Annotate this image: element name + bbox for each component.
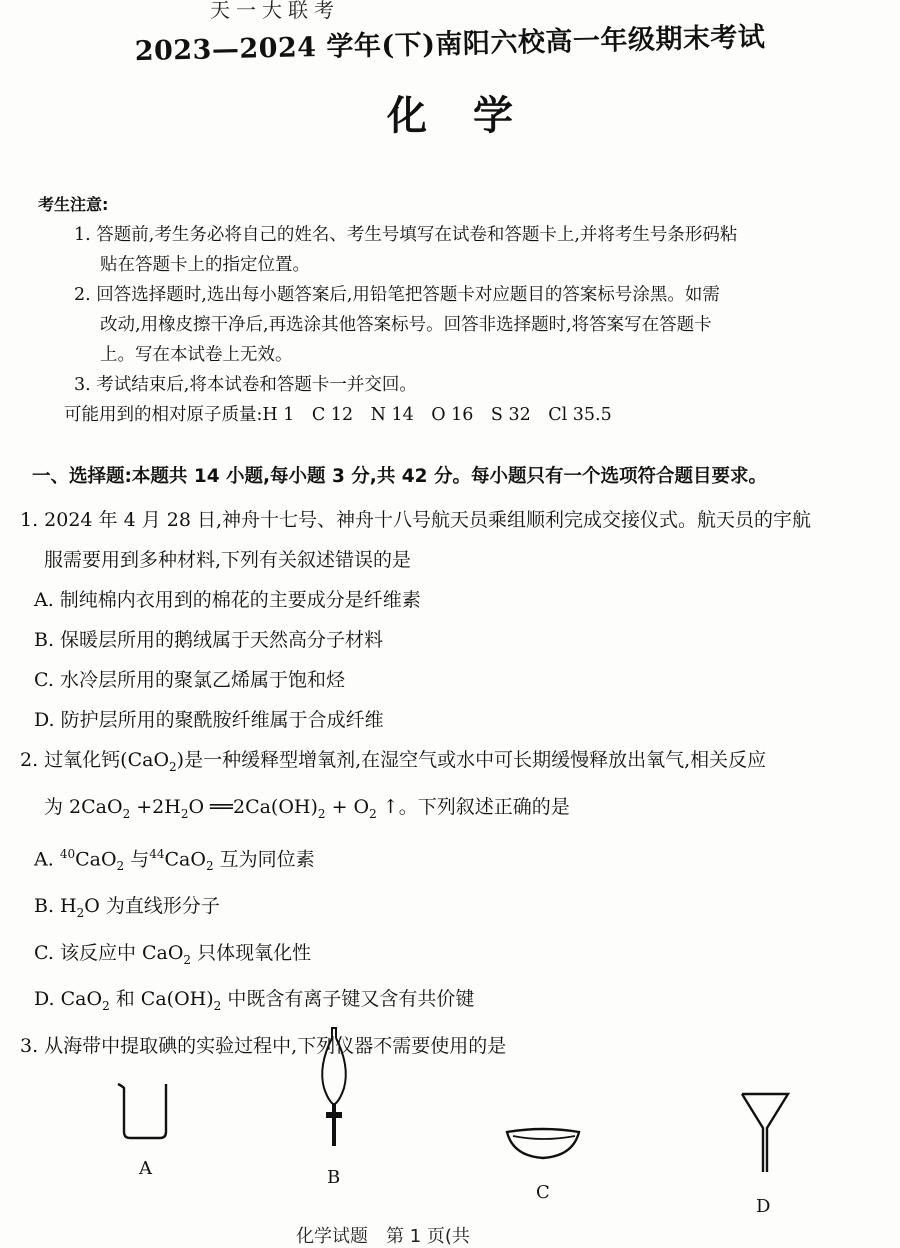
- subject-title: 化学: [387, 92, 559, 139]
- question-2-option-a: [20, 834, 882, 886]
- equation-part: O ══2Ca(OH): [188, 795, 318, 818]
- relative-atomic-masses: 可能用到的相对原子质量:H 1 C 12 N 14 O 16 S 32 Cl 35.5: [64, 405, 612, 425]
- question-1-option-c: C. 水冷层所用的聚氯乙烯属于饱和烃: [34, 669, 345, 691]
- option-text: CaO: [164, 847, 206, 870]
- figure-label-c: C: [536, 1182, 550, 1203]
- top-cut-text: 天一大联考: [210, 0, 340, 22]
- notice-item-1-line-2: 贴在答题卡上的指定位置。: [100, 255, 310, 275]
- question-1-option-a: A. 制纯棉内衣用到的棉花的主要成分是纤维素: [34, 589, 421, 611]
- equation-part: 为 2CaO: [44, 795, 123, 818]
- question-2: [20, 740, 882, 1026]
- apparatus-figures: [0, 1020, 900, 1220]
- subscript: 2: [116, 858, 125, 873]
- separatory-funnel-icon: [314, 1026, 354, 1150]
- option-text: O 为直线形分子: [84, 894, 220, 917]
- question-1-stem-line-1: 1. 2024 年 4 月 28 日,神舟十七号、神舟十八号航天员乘组顺利完成交接仪式。航天员的宇航: [20, 509, 812, 531]
- equation-part: ↑。下列叙述正确的是: [376, 795, 570, 818]
- subscript: 2: [169, 759, 177, 774]
- subscript: 2: [205, 858, 214, 873]
- notice-item-2-line-1: 2. 回答选择题时,选出每小题答案后,用铅笔把答题卡对应题目的答案标号涂黑。如需: [74, 285, 720, 305]
- option-text: 互为同位素: [213, 847, 315, 870]
- funnel-icon: [738, 1090, 792, 1174]
- question-2-option-c: [20, 933, 882, 980]
- notice-item-2: [38, 280, 878, 370]
- subscript: 2: [122, 806, 131, 821]
- question-1-stem-line-2: 服需要用到多种材料,下列有关叙述错误的是: [44, 549, 412, 571]
- beaker-icon: [112, 1080, 174, 1142]
- subscript: 2: [102, 999, 110, 1014]
- subscript: 2: [317, 806, 326, 821]
- page-footer: 化学试题 第 1 页(共: [296, 1226, 470, 1247]
- evaporating-dish-icon: [503, 1124, 583, 1162]
- equation-part: +2H: [130, 795, 181, 818]
- questions: [20, 500, 882, 1066]
- question-2-option-b: [20, 886, 882, 933]
- figure-label-a: A: [139, 1158, 152, 1179]
- equation-part: + O: [325, 795, 370, 818]
- subscript: 2: [369, 806, 377, 821]
- question-2-stem-part-a: 2. 过氧化钙(CaO: [20, 749, 170, 771]
- option-text: B. H: [34, 894, 77, 917]
- candidate-notice: [38, 190, 878, 430]
- notice-item-2-line-2: 改动,用橡皮擦干净后,再选涂其他答案标号。回答非选择题时,将答案写在答题卡: [100, 315, 712, 335]
- option-text: 中既含有离子键又含有共价键: [221, 988, 475, 1011]
- question-1-option-d: D. 防护层所用的聚酰胺纤维属于合成纤维: [34, 709, 384, 731]
- superscript: 40: [59, 846, 76, 861]
- notice-item-1-line-1: 1. 答题前,考生务必将自己的姓名、考生号填写在试卷和答题卡上,并将考生号条形码粘: [74, 225, 738, 245]
- superscript: 44: [149, 846, 165, 861]
- option-text: CaO: [75, 847, 117, 870]
- option-text: A.: [34, 847, 60, 870]
- question-1: [20, 500, 882, 740]
- option-text: 只体现氧化性: [191, 941, 312, 964]
- question-3-stem: 3. 从海带中提取碘的实验过程中,下列仪器不需要使用的是: [20, 1035, 507, 1058]
- question-1-option-b: B. 保暖层所用的鹅绒属于天然高分子材料: [34, 629, 384, 651]
- notice-item-2-line-3: 上。写在本试卷上无效。: [100, 345, 293, 365]
- subscript: 2: [180, 806, 189, 821]
- figure-label-d: D: [756, 1196, 771, 1217]
- figure-label-b: B: [327, 1167, 341, 1188]
- option-text: 和 Ca(OH): [109, 988, 214, 1011]
- notice-title: 考生注意:: [38, 195, 109, 214]
- exam-title: 2023—2024 学年(下)南阳六校高一年级期末考试: [134, 21, 766, 68]
- notice-item-3: [38, 370, 878, 400]
- question-2-equation: [42, 795, 570, 821]
- notice-item-1: [38, 220, 878, 280]
- notice-item-3-line-1: 3. 考试结束后,将本试卷和答题卡一并交回。: [74, 375, 417, 395]
- option-text: C. 该反应中 CaO: [34, 941, 184, 964]
- section-1-title: 一、选择题:本题共 14 小题,每小题 3 分,共 42 分。每小题只有一个选项符合题目要求。: [32, 466, 767, 487]
- option-text: 与: [124, 847, 150, 870]
- option-text: D. CaO: [34, 988, 103, 1011]
- question-2-stem: [20, 740, 882, 834]
- question-1-stem: [20, 500, 882, 580]
- subscript: 2: [213, 999, 222, 1014]
- subscript: 2: [76, 905, 85, 920]
- subscript: 2: [183, 952, 192, 967]
- question-2-stem-part-b: )是一种缓释型增氧剂,在湿空气或水中可长期缓慢释放出氧气,相关反应: [176, 749, 767, 771]
